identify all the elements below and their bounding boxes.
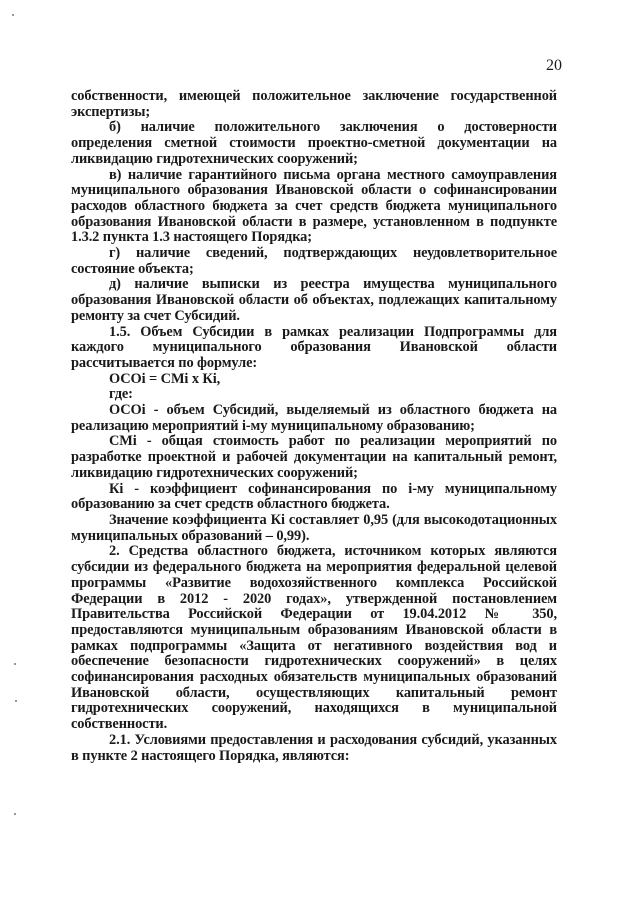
paragraph-item-g: г) наличие сведений, подтверждающих неудовлетворительное состояние объекта;	[71, 245, 557, 277]
scan-speck	[14, 813, 16, 815]
paragraph-2-1: 2.1. Условиями предоставления и расходования субсидий, указанных в пункте 2 настоящего Порядка, являются:	[71, 731, 557, 764]
definition-k: Кі - коэффициент софинансирования по і-му муниципальному образованию за счет средств областного бюджета.	[71, 480, 557, 513]
paragraph-item-d: д) наличие выписки из реестра имущества муниципального образования Ивановской области об объектах, подлежащих капитальному ремонту за счет Субсидий.	[71, 276, 557, 324]
formula: ОСОі = СМі х Кі,	[109, 370, 221, 387]
coefficient-value: Значение коэффициента Кі составляет 0,95 (для высокодотационных муниципальных образований – 0,99).	[71, 511, 557, 544]
paragraph-item-b: б) наличие положительного заключения о достоверности определения сметной стоимости проектно-сметной документации на ликвидацию гидротехнических сооружений;	[71, 119, 557, 167]
paragraph-continuation: собственности, имеющей положительное заключение государственной экспертизы;	[71, 88, 557, 120]
paragraph-1-5: 1.5. Объем Субсидии в рамках реализации Подпрограммы для каждого муниципального образования Ивановской области рассчитывается по формуле:	[71, 323, 557, 371]
scan-speck	[12, 14, 14, 16]
definition-cm: СМі - общая стоимость работ по реализации мероприятий по разработке проектной и рабочей документации на капитальный ремонт, ликвидацию гидротехнических сооружений;	[71, 433, 557, 481]
page-number: 20	[546, 57, 562, 74]
paragraph-2: 2. Средства областного бюджета, источником которых являются субсидии из федерального бюджета на мероприятия федеральной целевой программы «Развитие водохозяйственного комплекса Российской Федерации в 2012 - 2020 годах», утвержденной постановлением Правительства Российской Федерации от 19.04.2012 № 350, предоставляются муниципальным образованиям Ивановской области в рамках подпрограммы «Защита от негативного воздействия вод и обеспечение безопасности гидротехнических сооружений» в целях софинансирования расходных обязательств муниципальных образований Ивановской области, осуществляющих капитальный ремонт гидротехнических сооружений, находящихся в муниципальной собственности.	[71, 543, 557, 733]
definition-oco: ОСОі - объем Субсидий, выделяемый из областного бюджета на реализацию мероприятий і-му муниципальному образованию;	[71, 402, 557, 434]
scan-speck	[15, 700, 17, 702]
formula-where: где:	[109, 386, 133, 403]
paragraph-item-v: в) наличие гарантийного письма органа местного самоуправления муниципального образования Ивановской области о софинансировании расходов областного бюджета за счет средств бюджета муниципального образования Ивановской области в размере, установленном в подпункте 1.3.2 пункта 1.3 настоящего Порядка;	[71, 166, 557, 246]
document-body	[71, 89, 557, 764]
scan-speck	[14, 663, 16, 665]
